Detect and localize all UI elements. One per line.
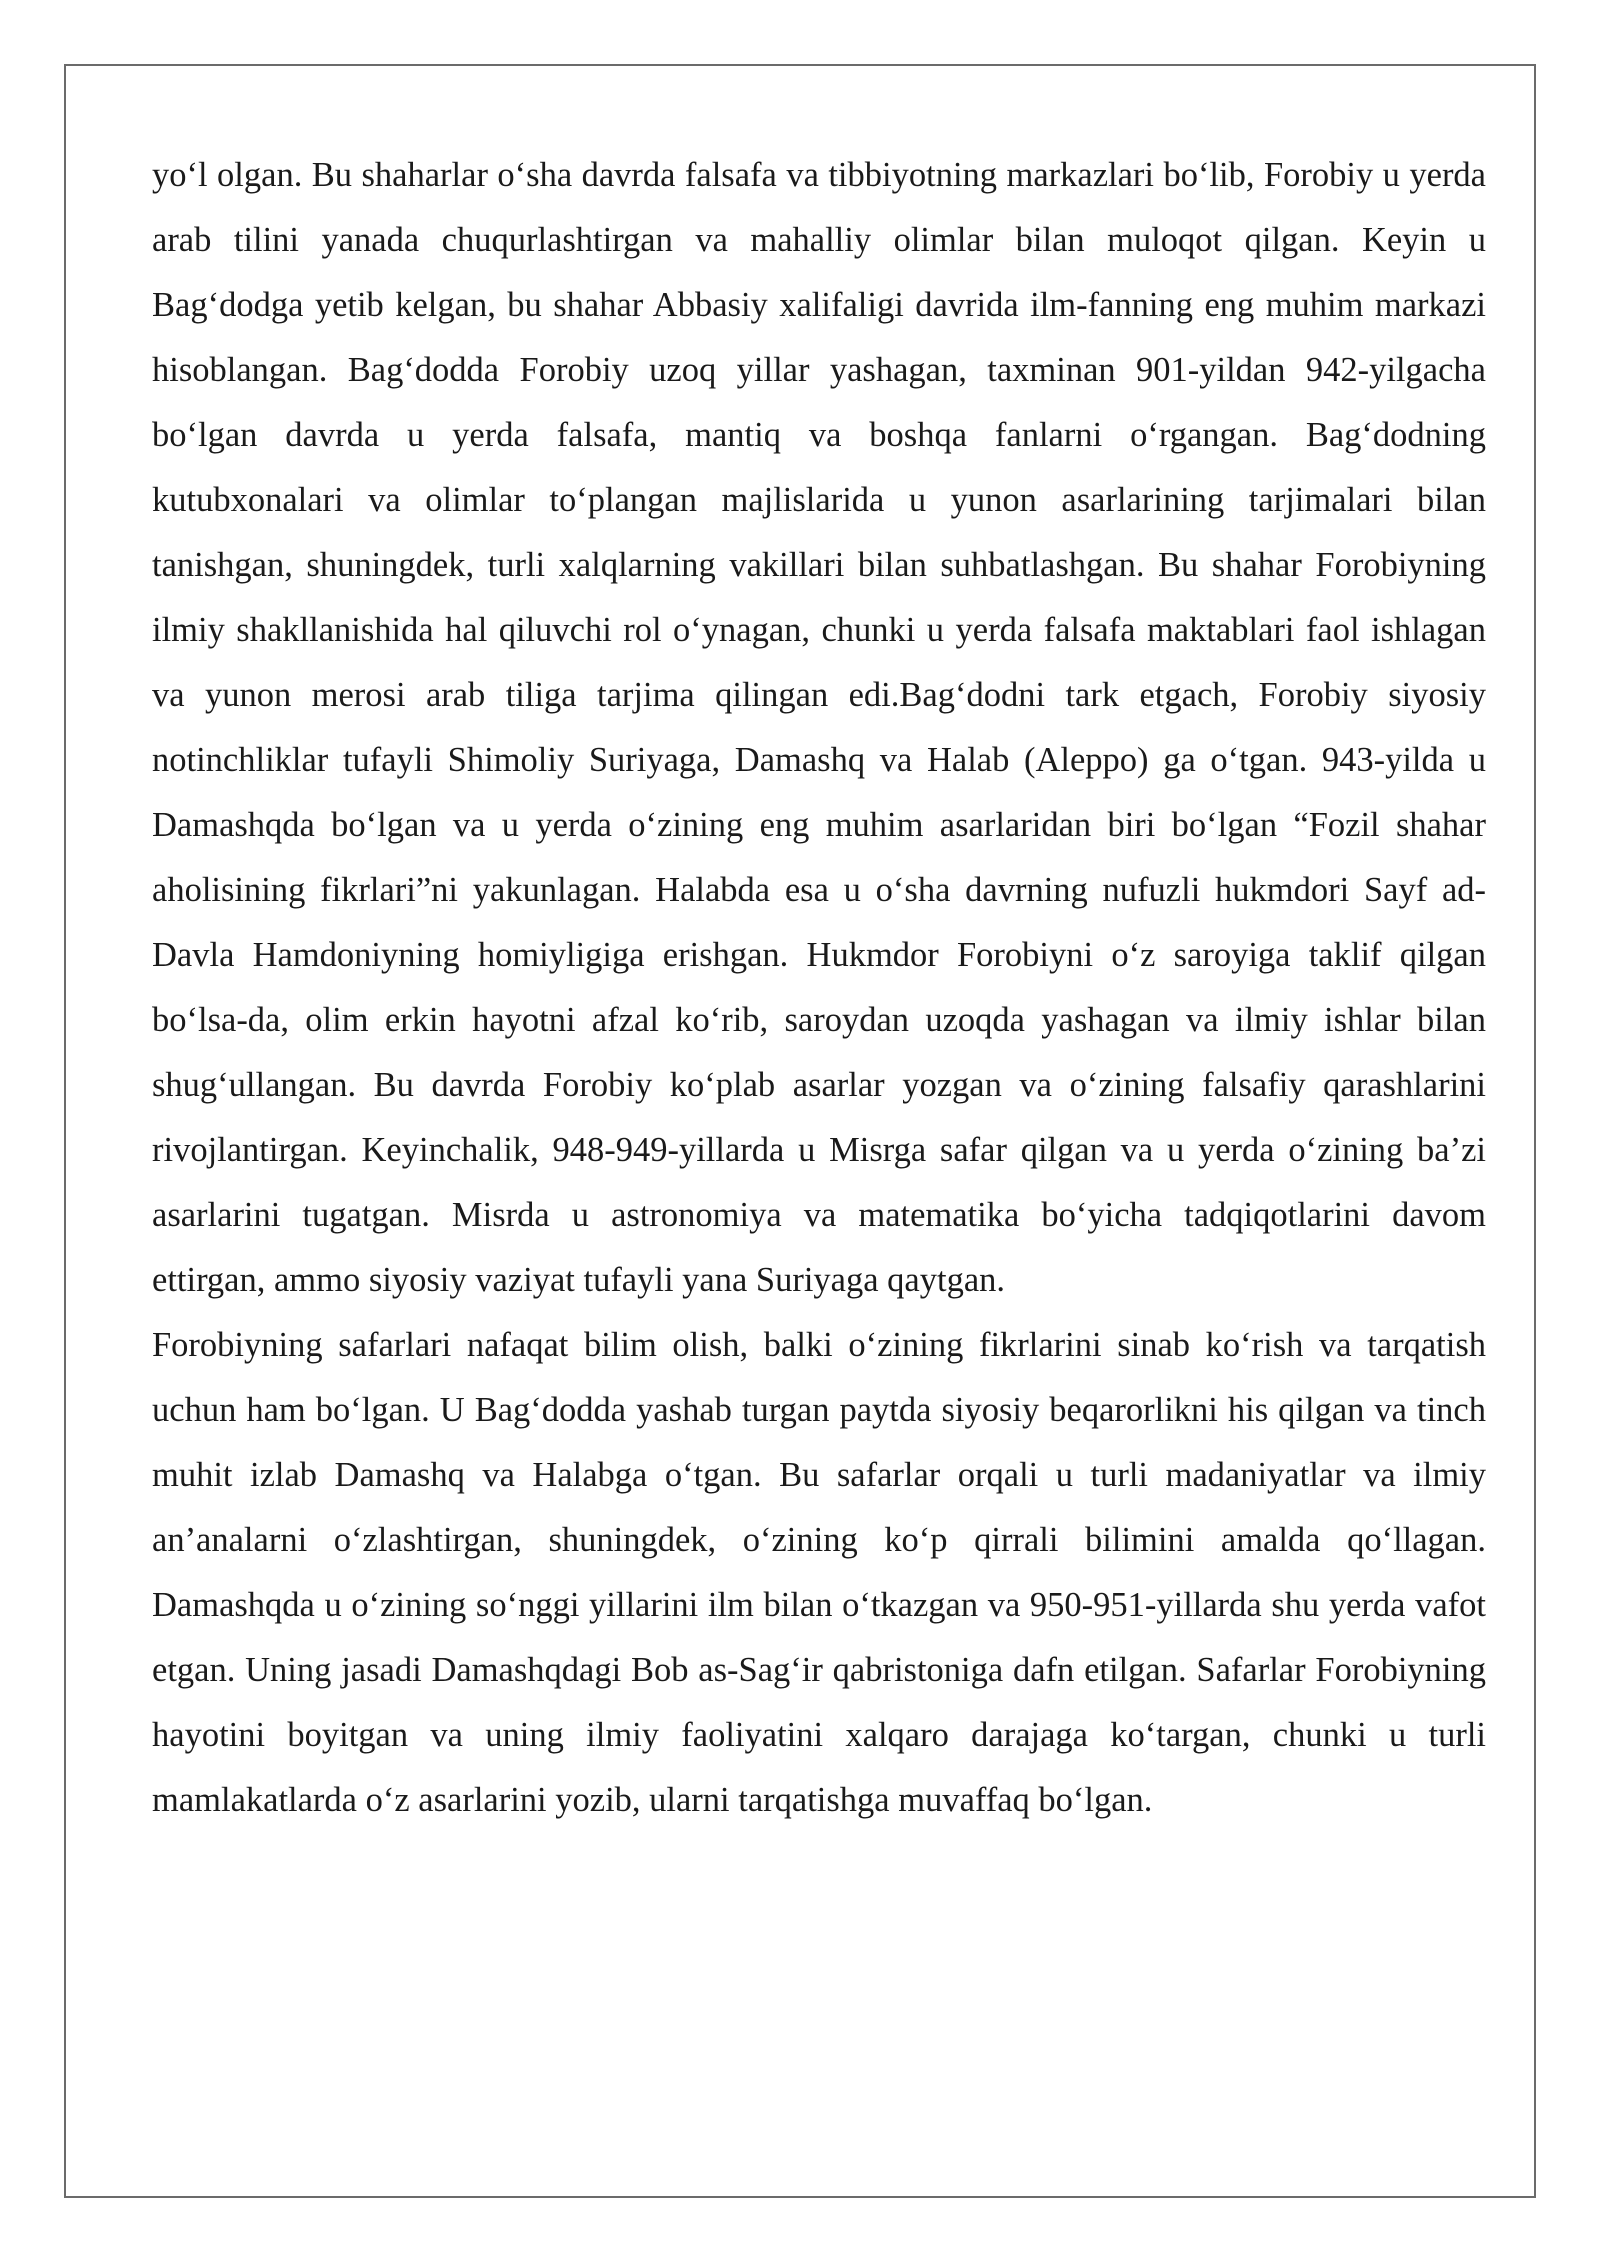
paragraph-forobiy-journeys-significance: Forobiyning safarlari nafaqat bilim olish, balki o‘zining fikrlarini sinab ko‘rish va tarqatish uchun ham bo‘lgan. U Bag‘dodda yashab turgan paytda siyosiy beqarorlikni his qilgan va tinch muhit izlab Damashq va Halabga o‘tgan. Bu safarlar orqali u turli madaniyatlar va ilmiy an’analarni o‘zlashtirgan, shuningdek, o‘zining ko‘p qirrali bilimini amalda qo‘llagan. Damashqda u o‘zining so‘nggi yillarini ilm bilan o‘tkazgan va 950-951-yillarda shu yerda vafot etgan. Uning jasadi Damashqdagi Bob as-Sag‘ir qabristoniga dafn etilgan. Safarlar Forobiyning hayotini boyitgan va uning ilmiy faoliyatini xalqaro darajaga ko‘targan, chunki u turli mamlakatlarda o‘z asarlarini yozib, ularni tarqatishga muvaffaq bo‘lgan. bbox=[152, 1326, 1486, 1819]
paragraph-forobiy-travels-baghdad-damascus: yo‘l olgan. Bu shaharlar o‘sha davrda falsafa va tibbiyotning markazlari bo‘lib, Forobiy u yerda arab tilini yanada chuqurlashtirgan va mahalliy olimlar bilan muloqot qilgan. Keyin u Bag‘dodga yetib kelgan, bu shahar Abbasiy xalifaligi davrida ilm-fanning eng muhim markazi hisoblangan. Bag‘dodda Forobiy uzoq yillar yashagan, taxminan 901-yildan 942-yilgacha bo‘lgan davrda u yerda falsafa, mantiq va boshqa fanlarni o‘rgangan. Bag‘dodning kutubxonalari va olimlar to‘plangan majlislarida u yunon asarlarining tarjimalari bilan tanishgan, shuningdek, turli xalqlarning vakillari bilan suhbatlashgan. Bu shahar Forobiyning ilmiy shakllanishida hal qiluvchi rol o‘ynagan, chunki u yerda falsafa maktablari faol ishlagan va yunon merosi arab tiliga tarjima qilingan edi.Bag‘dodni tark etgach, Forobiy siyosiy notinchliklar tufayli Shimoliy Suriyaga, Damashq va Halab (Aleppo) ga o‘tgan. 943-yilda u Damashqda bo‘lgan va u yerda o‘zining eng muhim asarlaridan biri bo‘lgan “Fozil shahar aholisining fikrlari”ni yakunlagan. Halabda esa u o‘sha davrning nufuzli hukmdori Sayf ad-Davla Hamdoniyning homiyligiga erishgan. Hukmdor Forobiyni o‘z saroyiga taklif qilgan bo‘lsa-da, olim erkin hayotni afzal ko‘rib, saroydan uzoqda yashagan va ilmiy ishlar bilan shug‘ullangan. Bu davrda Forobiy ko‘plab asarlar yozgan va o‘zining falsafiy qarashlarini rivojlantirgan. Keyinchalik, 948-949-yillarda u Misrga safar qilgan va u yerda o‘zining ba’zi asarlarini tugatgan. Misrda u astronomiya va matematika bo‘yicha tadqiqotlarini davom ettirgan, ammo siyosiy vaziyat tufayli yana Suriyaga qaytgan. bbox=[152, 156, 1486, 1299]
document-body bbox=[152, 143, 1486, 1833]
